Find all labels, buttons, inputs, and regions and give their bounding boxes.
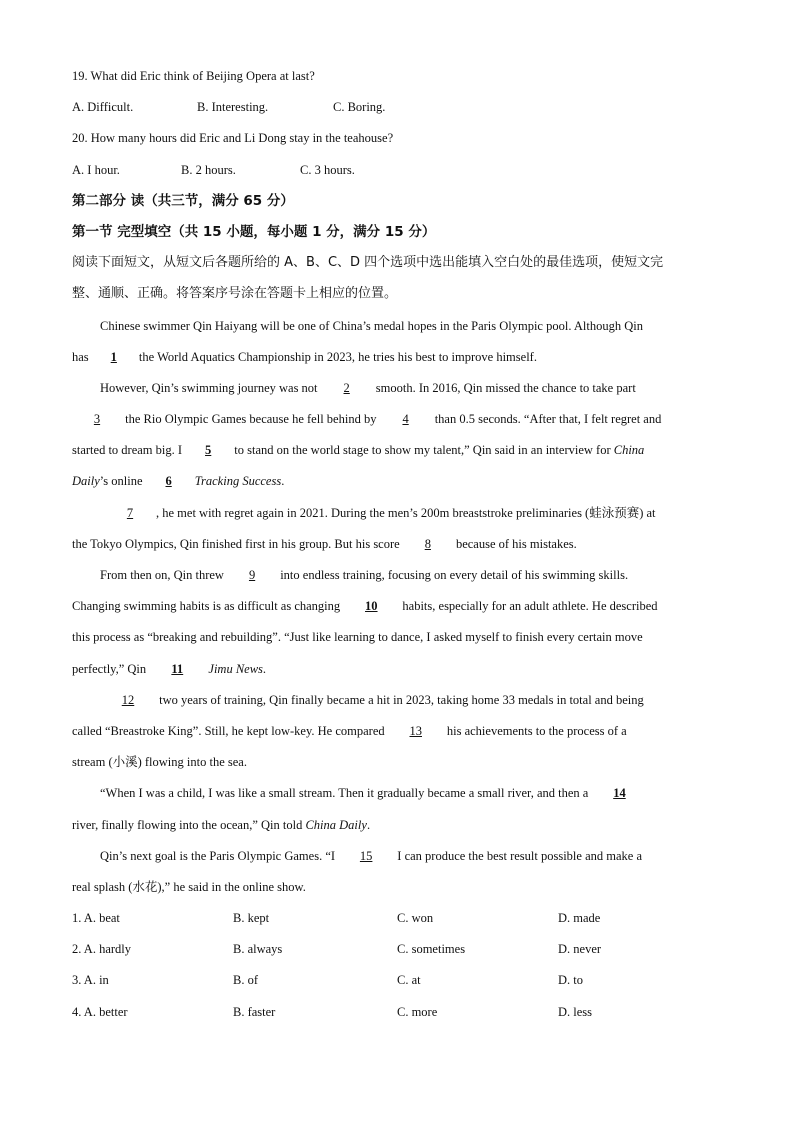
- choice-a: 4. A. better: [72, 1004, 128, 1019]
- blank-14: 14: [613, 786, 626, 801]
- passage-line: called “Breastroke King”. Still, he kept low-key. He compared 13 his achievements to the process of a: [72, 719, 724, 750]
- blank-5: 5: [205, 443, 212, 458]
- blank-15: 15: [359, 848, 373, 863]
- passage-line: Daily’s online 6 Tracking Success.: [72, 469, 724, 500]
- blank-10: 10: [365, 599, 378, 614]
- choice-b: B. faster: [233, 1004, 276, 1019]
- passage-line: this process as “breaking and rebuilding”. “Just like learning to dance, I asked myself to finish every certain move: [72, 630, 643, 645]
- passage-line: started to dream big. I 5 to stand on the world stage to show my talent,” Qin said in an interview for China: [72, 438, 724, 469]
- section-one-heading: 第一节 完型填空（共 15 小题，每小题 1 分，满分 15 分）: [72, 223, 436, 240]
- blank-2: 2: [343, 380, 350, 395]
- passage-line: Qin’s next goal is the Paris Olympic Games. “I 15 I can produce the best result possible and make a: [72, 844, 724, 875]
- question-20-options: [72, 158, 724, 189]
- choice-b: B. always: [233, 942, 283, 957]
- instructions-line-1: 阅读下面短文，从短文后各题所给的 A、B、C、D 四个选项中选出能填入空白处的最佳选项，使短文完: [72, 255, 664, 271]
- blank-13: 13: [409, 723, 422, 738]
- choice-c: C. at: [397, 973, 421, 988]
- question-19-stem: 19. What did Eric think of Beijing Opera at last?: [72, 69, 315, 83]
- choice-a: 2. A. hardly: [72, 942, 132, 957]
- question-19-options: [72, 95, 724, 126]
- passage-line: river, finally flowing into the ocean,” Qin told China Daily.: [72, 817, 371, 832]
- choice-b: B. of: [233, 973, 258, 988]
- passage-line: 3 the Rio Olympic Games because he fell behind by 4 than 0.5 seconds. “After that, I felt regret and: [72, 407, 724, 438]
- passage-line: the Tokyo Olympics, Qin finished first in his group. But his score 8 because of his mistakes.: [72, 532, 724, 563]
- passage-line: has 1 the World Aquatics Championship in 2023, he tries his best to improve himself.: [72, 345, 724, 376]
- passage-line: Chinese swimmer Qin Haiyang will be one of China’s medal hopes in the Paris Olympic pool. Although Qin: [100, 318, 643, 333]
- part-two-heading: 第二部分 读（共三节，满分 65 分）: [72, 192, 294, 209]
- blank-12: 12: [121, 692, 135, 707]
- blank-11: 11: [171, 661, 184, 676]
- choice-row-2: [72, 937, 724, 968]
- option-a: A. Difficult.: [72, 100, 134, 115]
- choice-d: D. made: [558, 911, 601, 926]
- choice-d: D. never: [558, 942, 602, 957]
- passage-line: 12 two years of training, Qin finally became a hit in 2023, taking home 33 medals in total and being: [72, 688, 724, 719]
- choice-c: C. more: [397, 1004, 438, 1019]
- blank-9: 9: [248, 568, 256, 582]
- passage-line: “When I was a child, I was like a small stream. Then it gradually became a small river, and then a 14: [72, 781, 724, 812]
- option-a: A. I hour.: [72, 162, 120, 177]
- passage-line: However, Qin’s swimming journey was not 2 smooth. In 2016, Qin missed the chance to take part: [72, 376, 724, 407]
- option-c: C. 3 hours.: [300, 162, 355, 177]
- question-20-stem: 20. How many hours did Eric and Li Dong stay in the teahouse?: [72, 131, 394, 146]
- choice-d: D. less: [558, 1004, 593, 1019]
- blank-6: 6: [165, 474, 172, 489]
- passage-line: Changing swimming habits is as difficult as changing 10 habits, especially for an adult athlete. He described: [72, 594, 724, 625]
- choice-row-4: [72, 1000, 724, 1031]
- option-b: B. 2 hours.: [181, 162, 236, 177]
- passage-line: 7 , he met with regret again in 2021. During the men’s 200m breaststroke preliminaries (蛙泳预赛) at: [72, 501, 724, 532]
- blank-7: 7: [126, 505, 134, 520]
- passage-line: From then on, Qin threw 9 into endless training, focusing on every detail of his swimming skills.: [72, 563, 724, 594]
- choice-row-1: [72, 906, 724, 937]
- choice-c: C. won: [397, 911, 434, 926]
- choice-a: 3. A. in: [72, 973, 109, 988]
- instructions-line-2: 整、通顺、正确。将答案序号涂在答题卡上相应的位置。: [72, 286, 398, 302]
- passage-line: perfectly,” Qin 11 Jimu News.: [72, 657, 724, 688]
- passage-line: real splash (水花),” he said in the online show.: [72, 879, 306, 894]
- choice-a: 1. A. beat: [72, 911, 120, 926]
- blank-3: 3: [93, 412, 101, 427]
- choice-row-3: [72, 968, 724, 999]
- option-c: C. Boring.: [333, 100, 386, 115]
- choice-b: B. kept: [233, 911, 270, 926]
- option-b: B. Interesting.: [197, 100, 269, 115]
- blank-8: 8: [424, 536, 431, 551]
- choice-c: C. sometimes: [397, 942, 466, 957]
- blank-4: 4: [402, 412, 409, 427]
- blank-1: 1: [110, 349, 117, 364]
- passage-line: stream (小溪) flowing into the sea.: [72, 755, 247, 770]
- choice-d: D. to: [558, 973, 583, 988]
- exam-page: [72, 64, 724, 1031]
